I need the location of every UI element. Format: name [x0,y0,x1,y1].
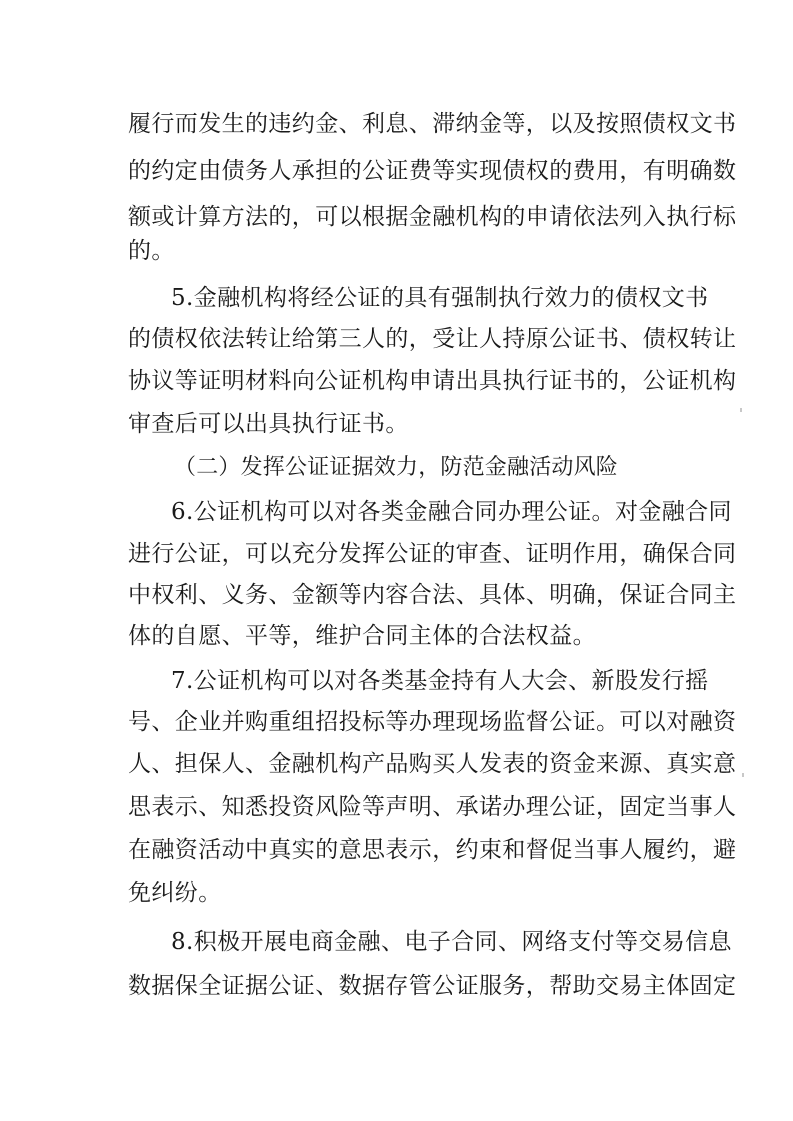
paragraph-line: 进行公证，可以充分发挥公证的审查、证明作用，确保合同 [128,541,737,567]
paragraph-line: 的约定由债务人承担的公证费等实现债权的费用，有明确数 [128,158,737,184]
paragraph-line: 的债权依法转让给第三人的，受让人持原公证书、债权转让 [128,326,737,352]
scan-speck [742,773,744,777]
paragraph-line: 免纠纷。 [128,880,222,906]
paragraph-line: 体的自愿、平等，维护合同主体的合法权益。 [128,623,596,649]
paragraph-line: 8.积极开展电商金融、电子合同、网络支付等交易信息 [171,929,732,955]
section-heading: （二）发挥公证证据效力，防范金融活动风险 [174,455,619,480]
paragraph-line: 协议等证明材料向公证机构申请出具执行证书的，公证机构 [128,368,737,394]
paragraph-line: 人、担保人、金融机构产品购买人发表的资金来源、真实意 [128,751,737,777]
paragraph-line: 5.金融机构将经公证的具有强制执行效力的债权文书 [171,285,709,311]
paragraph-line: 思表示、知悉投资风险等声明、承诺办理公证，固定当事人 [128,794,737,820]
paragraph-line: 数据保全证据公证、数据存管公证服务，帮助交易主体固定 [128,973,737,999]
paragraph-line: 在融资活动中真实的意思表示，约束和督促当事人履约，避 [128,837,737,863]
paragraph-line: 审查后可以出具执行证书。 [128,411,409,437]
paragraph-line: 6.公证机构可以对各类金融合同办理公证。对金融合同 [171,499,732,525]
paragraph-line: 号、企业并购重组招投标等办理现场监督公证。可以对融资 [128,709,737,735]
paragraph-line: 的。 [128,238,175,264]
paragraph-line: 中权利、义务、金额等内容合法、具体、明确，保证合同主 [128,582,737,608]
paragraph-line: 履行而发生的违约金、利息、滞纳金等，以及按照债权文书 [128,111,737,137]
paragraph-line: 7.公证机构可以对各类基金持有人大会、新股发行摇 [171,668,709,694]
scan-speck [740,408,742,412]
paragraph-line: 额或计算方法的，可以根据金融机构的申请依法列入执行标 [128,204,737,230]
